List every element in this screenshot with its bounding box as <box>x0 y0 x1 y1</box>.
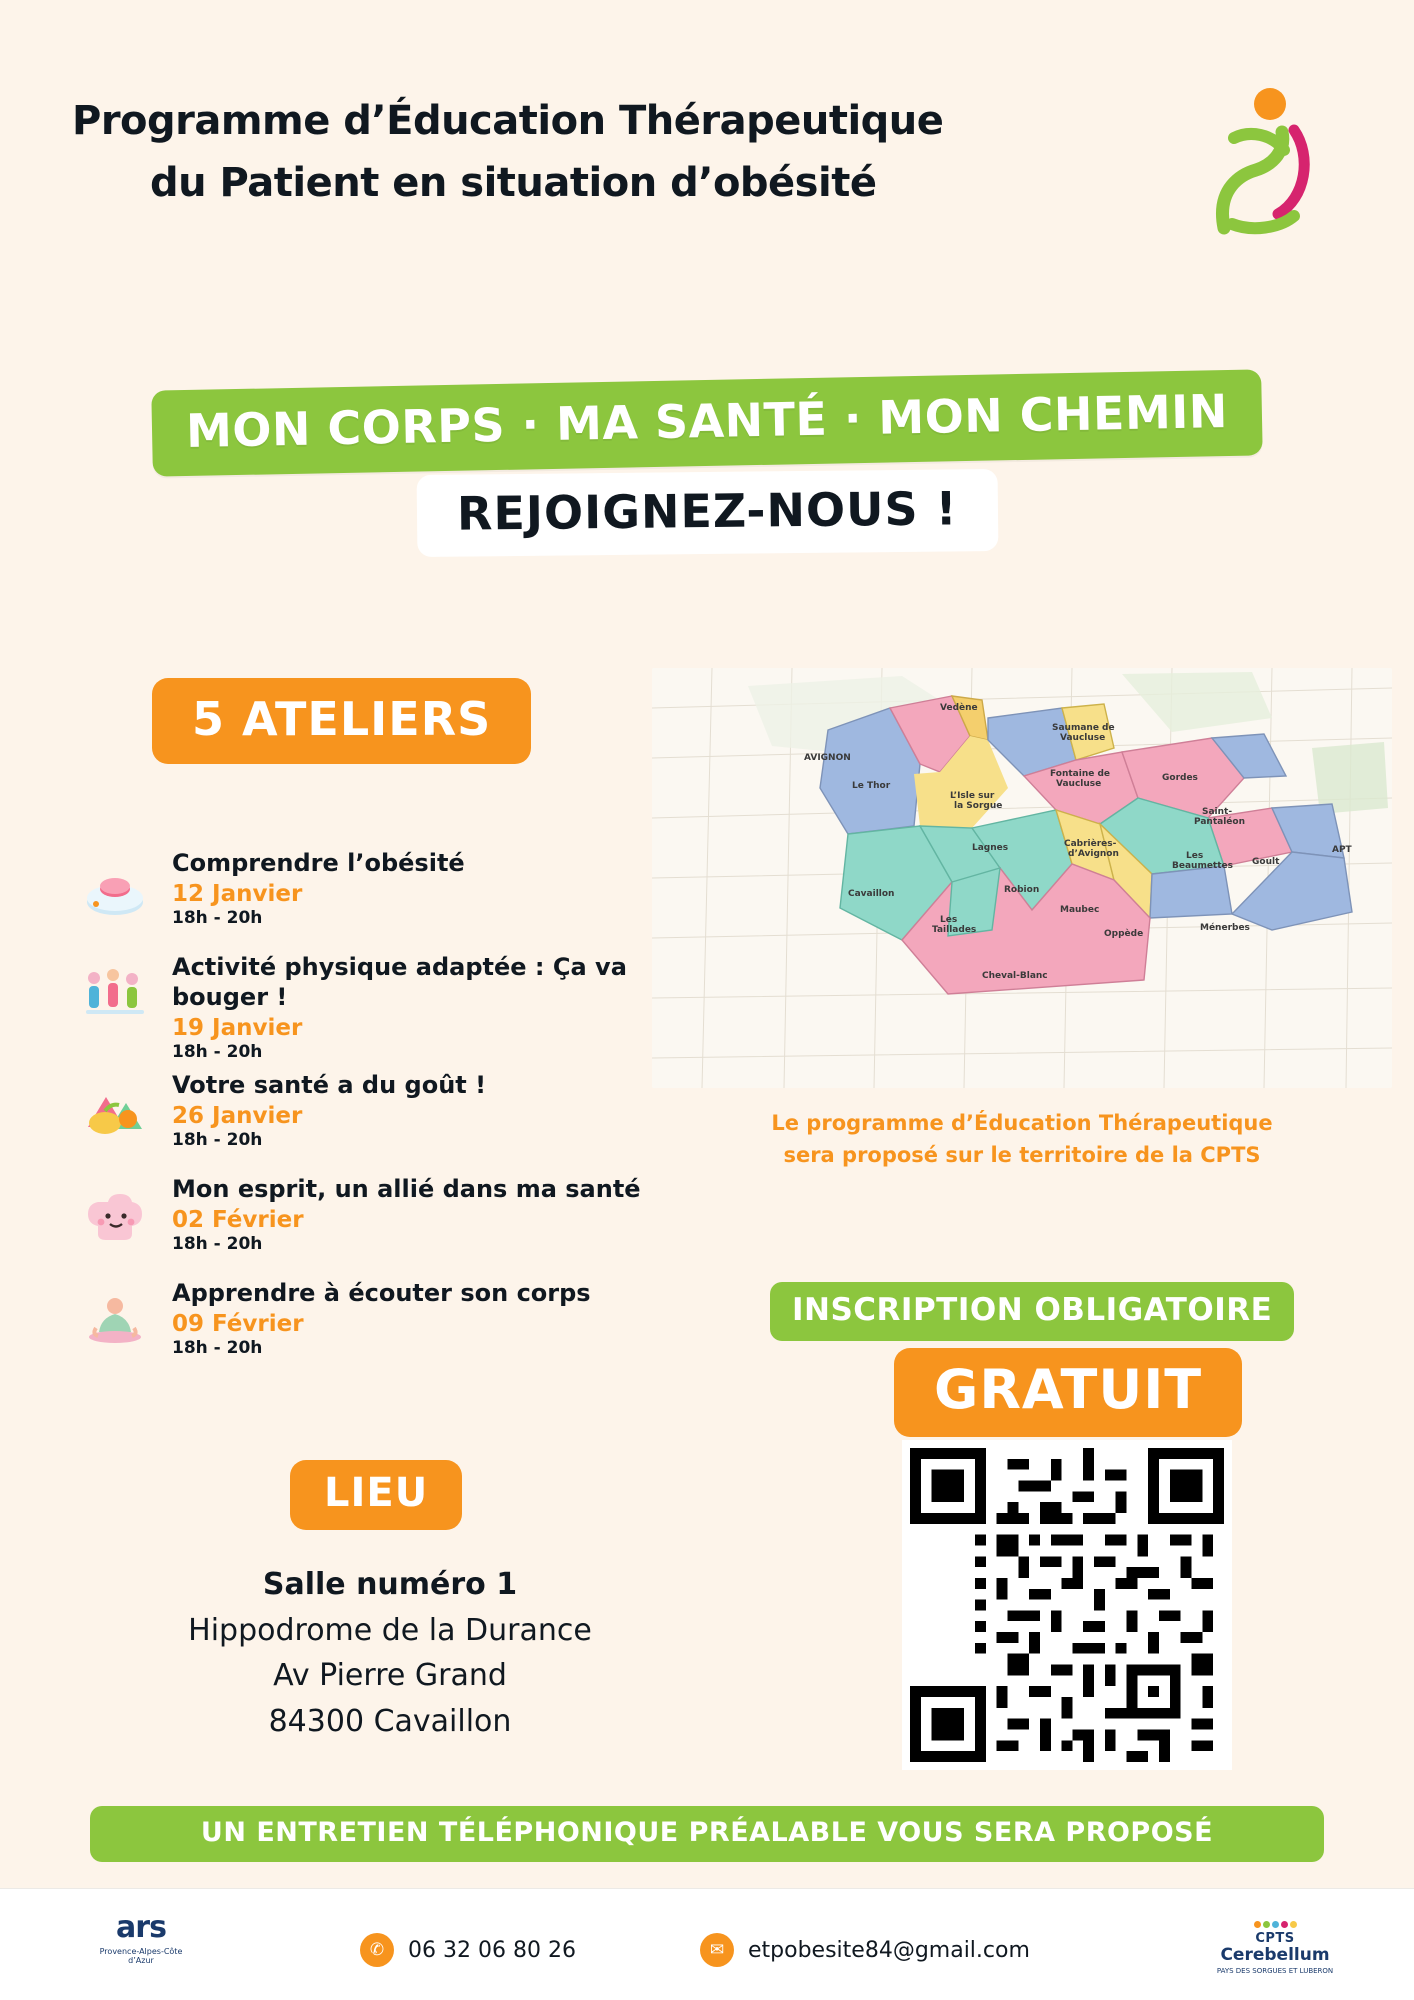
svg-text:APT: APT <box>1332 845 1352 855</box>
workshop-title: Activité physique adaptée : Ça va bouger ! <box>172 953 627 1011</box>
workshop-time: 18h - 20h <box>172 1338 263 1358</box>
phone-icon: ✆ <box>360 1933 394 1967</box>
svg-text:Fontaine de: Fontaine de <box>1050 769 1111 779</box>
workshops-list <box>62 848 702 1382</box>
slogan-text-green: MON CORPS · MA SANTÉ · MON CHEMIN <box>185 384 1229 458</box>
svg-text:la Sorgue: la Sorgue <box>954 801 1003 811</box>
svg-text:Beaumettes: Beaumettes <box>1172 861 1233 871</box>
poster-footer <box>0 1888 1414 2000</box>
ateliers-badge: 5 ATELIERS <box>152 678 531 764</box>
workshop-date: 26 Janvier <box>172 1103 303 1129</box>
svg-text:Les: Les <box>940 915 958 925</box>
workshop-item <box>62 848 702 944</box>
cpts-logo-icon <box>1194 78 1314 238</box>
ars-logo-subtitle: Provence-Alpes-Côte d’Azur <box>99 1947 183 1965</box>
workshop-item <box>62 1278 702 1374</box>
phone-number: 06 32 06 80 26 <box>408 1937 576 1963</box>
gratuit-badge: GRATUIT <box>894 1348 1242 1437</box>
svg-text:Les: Les <box>1186 851 1204 861</box>
cpts-logo-name: Cerebellum <box>1220 1945 1330 1965</box>
phone-interview-banner <box>90 1806 1324 1862</box>
ars-logo-text: ars <box>116 1910 166 1945</box>
venue-line-4: 84300 Cavaillon <box>268 1703 512 1739</box>
workshop-time: 18h - 20h <box>172 1042 263 1062</box>
ars-logo <box>86 1910 196 1965</box>
svg-text:Robion: Robion <box>1004 885 1040 895</box>
svg-text:Pantaléon: Pantaléon <box>1194 817 1245 827</box>
venue-line-2: Hippodrome de la Durance <box>188 1612 592 1648</box>
svg-text:Goult: Goult <box>1252 857 1280 867</box>
email-address: etpobesite84@gmail.com <box>748 1937 1030 1963</box>
cpts-logo-title: CPTS <box>1255 1931 1295 1946</box>
envelope-icon: ✉ <box>700 1933 734 1967</box>
venue-address <box>40 1562 740 1744</box>
svg-text:Oppède: Oppède <box>1104 929 1144 939</box>
workshop-item <box>62 1174 702 1270</box>
brain-icon <box>72 1180 158 1252</box>
slogan-banners <box>0 380 1414 554</box>
svg-text:Taillades: Taillades <box>932 925 977 935</box>
cpts-footer-logo <box>1190 1921 1360 1975</box>
people-exercise-icon <box>72 958 158 1030</box>
workshop-date: 09 Février <box>172 1311 304 1337</box>
inscription-badge: INSCRIPTION OBLIGATOIRE <box>770 1282 1294 1341</box>
workshop-title: Mon esprit, un allié dans ma santé <box>172 1175 641 1203</box>
workshop-time: 18h - 20h <box>172 908 263 928</box>
map-caption <box>652 1108 1392 1171</box>
territory-map <box>652 668 1392 1088</box>
workshop-time: 18h - 20h <box>172 1234 263 1254</box>
svg-text:Lagnes: Lagnes <box>972 843 1009 853</box>
registration-qr-code[interactable] <box>902 1440 1232 1770</box>
svg-text:Saumane de: Saumane de <box>1052 723 1115 733</box>
cpts-logo-dots <box>1190 1921 1360 1928</box>
venue-line-3: Av Pierre Grand <box>273 1658 507 1694</box>
phone-interview-text: UN ENTRETIEN TÉLÉPHONIQUE PRÉALABLE VOUS SERA PROPOSÉ <box>200 1817 1214 1848</box>
cpts-logo-subtitle: PAYS DES SORGUES ET LUBERON <box>1216 1966 1334 1975</box>
svg-text:Gordes: Gordes <box>1162 773 1198 783</box>
svg-text:AVIGNON: AVIGNON <box>804 753 851 763</box>
svg-text:Ménerbes: Ménerbes <box>1200 923 1250 933</box>
page-title-line-2: du Patient en situation d’obésité <box>150 160 877 206</box>
workshop-date: 19 Janvier <box>172 1015 303 1041</box>
phone-contact[interactable] <box>360 1933 576 1967</box>
slogan-text-white: REJOIGNEZ-NOUS ! <box>456 481 958 541</box>
workshop-title: Votre santé a du goût ! <box>172 1071 487 1099</box>
svg-text:Maubec: Maubec <box>1060 905 1100 915</box>
slogan-banner-white <box>416 469 997 557</box>
workshop-time: 18h - 20h <box>172 1130 263 1150</box>
workshop-item <box>62 952 702 1062</box>
svg-text:d’Avignon: d’Avignon <box>1068 849 1119 859</box>
workshop-date: 12 Janvier <box>172 881 303 907</box>
venue-line-1: Salle numéro 1 <box>262 1567 518 1602</box>
svg-text:Vaucluse: Vaucluse <box>1060 733 1106 743</box>
slogan-banner-green <box>151 369 1262 476</box>
svg-text:L’Isle sur: L’Isle sur <box>950 791 995 801</box>
scale-icon <box>72 854 158 926</box>
venue-badge: LIEU <box>290 1460 462 1530</box>
svg-text:Vedène: Vedène <box>940 703 978 713</box>
poster-header <box>72 90 1172 214</box>
svg-text:Vaucluse: Vaucluse <box>1056 779 1102 789</box>
workshop-item <box>62 1070 702 1166</box>
workshop-title: Apprendre à écouter son corps <box>172 1279 591 1307</box>
map-caption-line-1: Le programme d’Éducation Thérapeutique <box>771 1111 1273 1135</box>
email-contact[interactable] <box>700 1933 1030 1967</box>
svg-text:Cabrières-: Cabrières- <box>1064 839 1117 849</box>
svg-text:Saint-: Saint- <box>1202 807 1233 817</box>
workshop-date: 02 Février <box>172 1207 304 1233</box>
svg-text:Cheval-Blanc: Cheval-Blanc <box>982 971 1048 981</box>
yoga-meditation-icon <box>72 1284 158 1356</box>
svg-text:Le Thor: Le Thor <box>852 781 891 791</box>
map-caption-line-2: sera proposé sur le territoire de la CPTS <box>783 1142 1261 1167</box>
svg-text:Cavaillon: Cavaillon <box>848 889 895 899</box>
workshop-title: Comprendre l’obésité <box>172 849 465 877</box>
fruits-icon <box>72 1076 158 1148</box>
page-title-line-1: Programme d’Éducation Thérapeutique <box>72 98 944 144</box>
